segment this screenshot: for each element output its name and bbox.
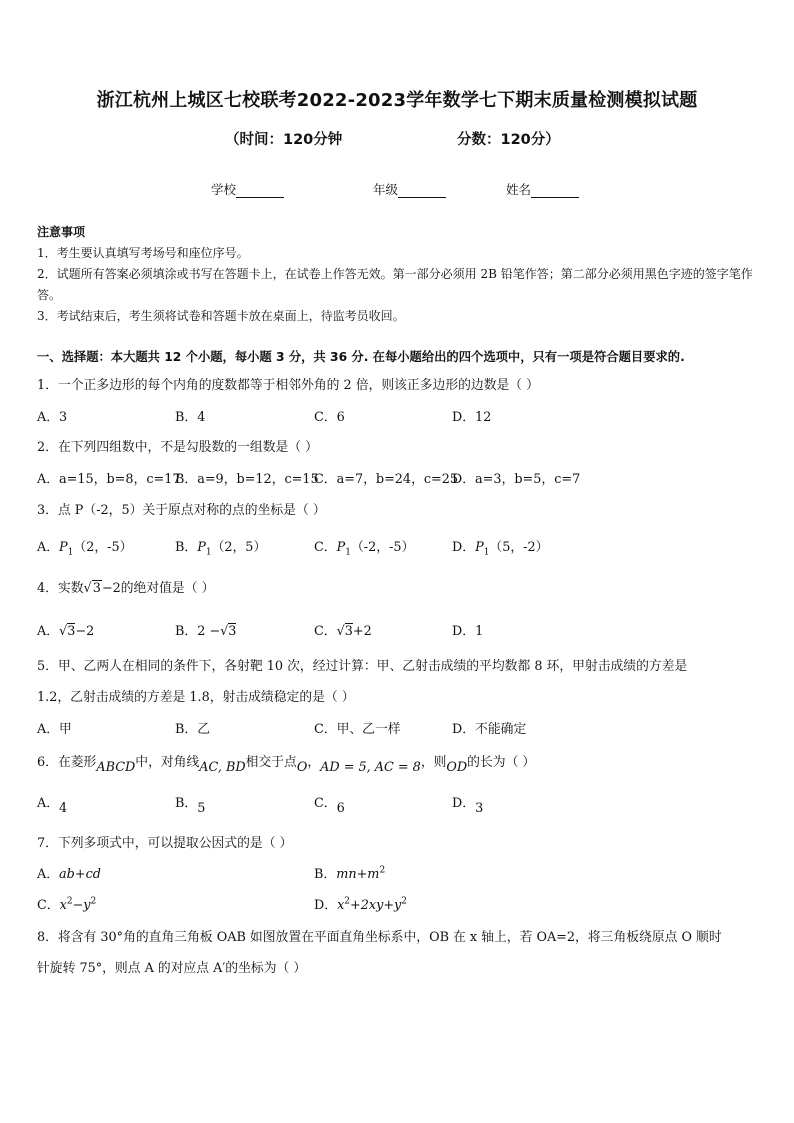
option-letter: C．: [37, 898, 60, 913]
exponent: 2: [90, 896, 97, 907]
point-subscript: 1: [67, 547, 74, 558]
question-8-line-1: 8．将含有 30°角的直角三角板 OAB 如图放置在平面直角坐标系中，OB 在 x 轴上，若 OA=2，将三角板绕原点 O 顺时: [37, 930, 722, 945]
option-letter: A．: [37, 867, 60, 882]
question-1-stem: 1．一个正多边形的每个内角的度数都等于相邻外角的 2 倍，则该正多边形的边数是（ ）: [37, 378, 539, 393]
sqrt-symbol: √: [59, 624, 68, 639]
option-expression: x: [337, 898, 345, 913]
q3-option-d: [452, 536, 548, 558]
school-field: [211, 180, 284, 198]
radicand: [92, 581, 102, 596]
option-letter: C．: [314, 540, 337, 555]
option-letter: A．: [37, 540, 60, 555]
q6-text: 中，对角线: [135, 755, 200, 770]
sqrt-symbol: √: [220, 624, 229, 639]
option-letter: C．: [314, 796, 337, 811]
name-label: 姓名: [506, 182, 532, 197]
option-head: 2 −: [197, 624, 221, 639]
q3-option-a: [37, 536, 132, 558]
question-3-stem: 3．点 P（-2，5）关于原点对称的点的坐标是（ ）: [37, 503, 326, 518]
total-score: 分数：120分）: [457, 132, 560, 148]
q6-option-c: [314, 792, 345, 816]
coordinates: （5，-2）: [489, 540, 549, 555]
exponent: 2: [66, 896, 73, 907]
coordinates: （2，-5）: [73, 540, 133, 555]
q7-option-c: [37, 894, 96, 913]
section-heading: 一、选择题：本大题共 12 个小题，每小题 3 分，共 36 分. 在每小题给出的四个选项中，只有一项是符合题目要求的.: [37, 350, 685, 364]
point-subscript: 1: [483, 547, 490, 558]
option-letter: D．: [452, 624, 476, 639]
school-label: 学校: [211, 182, 237, 197]
time-limit: （时间：120分钟: [225, 132, 343, 148]
q1-option-a: A．3: [37, 410, 68, 425]
radicand-value: 3: [344, 624, 353, 639]
radicand-value: 3: [228, 624, 237, 639]
question-5-line-1: 5．甲、乙两人在相同的条件下，各射靶 10 次，经过计算：甲、乙射击成绩的平均数都 8 环，甲射击成绩的方差是: [37, 659, 688, 674]
q6-option-d: [452, 792, 484, 816]
sqrt-symbol: √: [336, 624, 345, 639]
question-2-stem: 2．在下列四组数中，不是勾股数的一组数是（ ）: [37, 440, 318, 455]
radicand-value: 3: [67, 624, 76, 639]
point-label: P: [59, 540, 68, 555]
coordinates: （-2，-5）: [350, 540, 415, 555]
exponent: 2: [379, 865, 386, 876]
option-expression: ab+cd: [59, 867, 101, 882]
notice-item: 1．考生要认真填写考场号和座位序号。: [37, 246, 249, 260]
q3-option-c: [314, 536, 414, 558]
point-subscript: 1: [345, 547, 351, 558]
q4-option-b: [175, 620, 236, 639]
q4-suffix: 的绝对值是（ ）: [120, 581, 215, 596]
grade-blank: [398, 184, 446, 198]
option-value: 3: [475, 801, 484, 816]
exam-title: 浙江杭州上城区七校联考2022-2023学年数学七下期末质量检测模拟试题: [96, 90, 698, 111]
q5-option-a: A．甲: [37, 722, 72, 737]
exam-subtitle: [0, 128, 794, 150]
sqrt-symbol: √: [83, 581, 92, 596]
q6-math: O: [296, 760, 308, 775]
point-label: P: [197, 540, 206, 555]
q6-math: AC, BD: [199, 760, 246, 775]
option-expression: +2xy+y: [350, 898, 402, 913]
q6-text: 的长为（ ）: [467, 755, 536, 770]
question-4-stem: [37, 577, 214, 596]
q1-option-b: B．4: [175, 410, 206, 425]
q5-option-d: D．不能确定: [452, 722, 527, 737]
option-expression: x: [59, 898, 67, 913]
q4-option-d: [452, 620, 483, 639]
option-letter: B．: [175, 796, 198, 811]
q6-text: ，: [307, 755, 321, 770]
q6-math: AD = 5, AC = 8: [320, 760, 421, 775]
q1-option-c: C．6: [314, 410, 345, 425]
q3-option-b: [175, 536, 266, 558]
point-label: P: [336, 540, 346, 555]
q6-option-b: [175, 792, 206, 816]
question-8-line-2: 针旋转 75°，则点 A 的对应点 A′的坐标为（ ）: [37, 961, 307, 976]
option-letter: A．: [37, 624, 60, 639]
option-letter: B．: [175, 624, 198, 639]
question-6-stem: [37, 751, 536, 775]
option-value: 4: [59, 801, 68, 816]
option-letter: B．: [175, 540, 198, 555]
option-value: 5: [197, 801, 206, 816]
point-label: P: [475, 540, 484, 555]
option-letter: D．: [452, 540, 476, 555]
option-letter: D．: [314, 898, 338, 913]
q6-math: ABCD: [96, 760, 136, 775]
q7-option-b: [314, 863, 385, 882]
grade-label: 年级: [373, 182, 399, 197]
name-field: [506, 180, 579, 198]
q1-option-d: D．12: [452, 410, 492, 425]
option-letter: D．: [452, 796, 476, 811]
coordinates: （2，5）: [211, 540, 267, 555]
option-value: 1: [475, 624, 484, 639]
q6-math: OD: [446, 760, 468, 775]
q4-minus-two: −2: [101, 581, 121, 596]
question-5-line-2: 1.2，乙射击成绩的方差是 1.8，射击成绩稳定的是（ ）: [37, 690, 355, 705]
option-expression: −y: [72, 898, 91, 913]
q2-option-a: A．a=15，b=8，c=17: [37, 472, 181, 487]
q6-text: 6．在菱形: [37, 755, 97, 770]
grade-field: [373, 180, 446, 198]
option-letter: A．: [37, 796, 60, 811]
school-blank: [236, 184, 284, 198]
exponent: 2: [344, 896, 351, 907]
student-info-fields: [0, 180, 794, 200]
notice-block: [37, 222, 759, 327]
radicand-value: 3: [92, 581, 101, 596]
q6-text: 相交于点: [245, 755, 297, 770]
q4-prefix: 4．实数: [37, 581, 84, 596]
option-value: 6: [336, 801, 345, 816]
notice-heading: 注意事项: [37, 225, 86, 239]
exponent: 2: [401, 896, 408, 907]
q7-option-d: [314, 894, 407, 913]
q6-text: ，则: [420, 755, 447, 770]
q2-option-c: C．a=7，b=24，c=25: [314, 472, 459, 487]
q2-option-b: B．a=9，b=12，c=15: [175, 472, 319, 487]
q4-option-c: [314, 620, 372, 639]
notice-item: 2．试题所有答案必须填涂或书写在答题卡上，在试卷上作答无效。第一部分必须用 2B 铅笔作答；第二部分必须用黑色字迹的签字笔作答。: [37, 267, 753, 302]
q4-option-a: [37, 620, 94, 639]
option-tail: −2: [75, 624, 95, 639]
q5-option-b: B．乙: [175, 722, 210, 737]
option-letter: B．: [314, 867, 337, 882]
question-7-stem: 7．下列多项式中，可以提取公因式的是（ ）: [37, 836, 293, 851]
q7-option-a: [37, 863, 101, 882]
notice-item: 3．考试结束后，考生须将试卷和答题卡放在桌面上，待监考员收回。: [37, 309, 405, 323]
q5-option-c: C．甲、乙一样: [314, 722, 401, 737]
option-tail: +2: [352, 624, 372, 639]
name-blank: [531, 184, 579, 198]
point-subscript: 1: [205, 547, 212, 558]
option-letter: C．: [314, 624, 337, 639]
q6-option-a: [37, 792, 68, 816]
option-expression: mn+m: [336, 867, 380, 882]
q2-option-d: D．a=3，b=5，c=7: [452, 472, 581, 487]
